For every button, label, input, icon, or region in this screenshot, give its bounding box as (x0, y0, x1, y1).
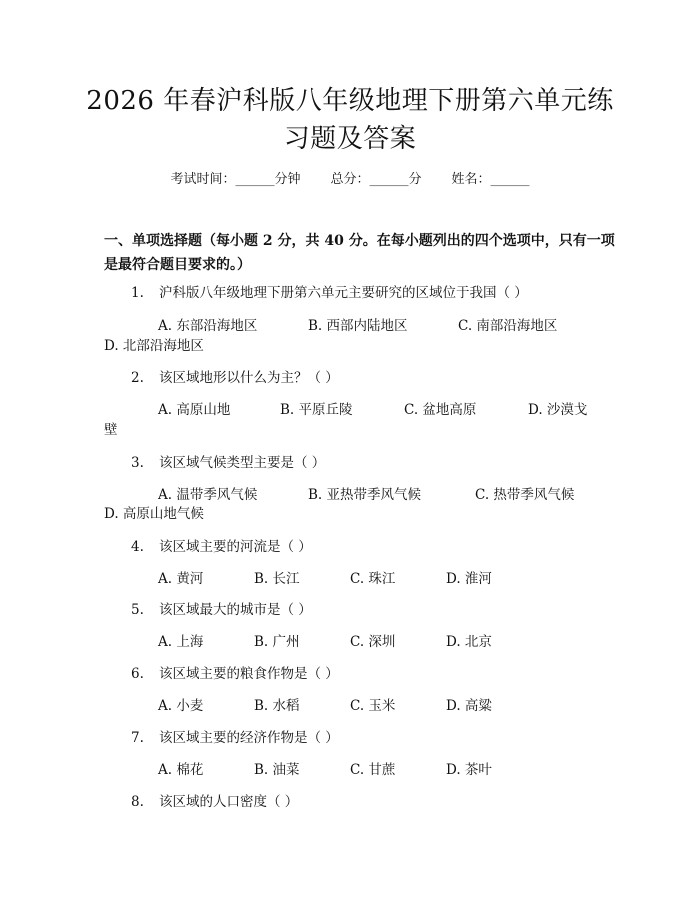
option-a: A. 棉花 (158, 762, 204, 778)
option-d: D. 茶叶 (446, 762, 492, 778)
option-c: C. 盆地高原 (404, 402, 477, 418)
question-number: 8. (131, 794, 144, 810)
option-d: D. 淮河 (446, 571, 492, 587)
question-number: 4. (131, 539, 144, 555)
question-number: 6. (131, 666, 144, 682)
option-b: B. 水稻 (254, 698, 300, 714)
exam-meta (0, 168, 700, 187)
option-c: C. 玉米 (350, 698, 396, 714)
question-8 (131, 790, 298, 810)
option-c: C. 甘蔗 (350, 762, 396, 778)
question-text: 沪科版八年级地理下册第六单元主要研究的区域位于我国（ ） (159, 285, 528, 301)
question-text: 该区域最大的城市是（ ） (159, 602, 312, 618)
question-3 (131, 451, 325, 471)
option-d: D. 北京 (446, 634, 492, 650)
option-b: B. 西部内陆地区 (308, 318, 408, 334)
question-6 (131, 662, 339, 682)
section-heading-line-2: 是最符合题目要求的。） (104, 257, 251, 273)
page-title-line-2: 习题及答案 (283, 124, 417, 154)
option-a: A. 小麦 (158, 698, 204, 714)
question-2 (131, 366, 339, 386)
option-a: A. 上海 (158, 634, 204, 650)
option-c: C. 热带季风气候 (475, 487, 575, 503)
question-1 (131, 281, 528, 301)
option-d: D. 高粱 (446, 698, 492, 714)
question-number: 2. (131, 370, 144, 386)
question-text: 该区域主要的经济作物是（ ） (159, 730, 339, 746)
question-5 (131, 598, 312, 618)
option-d: D. 沙漠戈 (528, 402, 588, 418)
question-text: 该区域气候类型主要是（ ） (159, 455, 326, 471)
question-3-option-d: D. 高原山地气候 (104, 506, 204, 522)
option-a: A. 温带季风气候 (158, 487, 258, 503)
question-text: 该区域地形以什么为主？（ ） (159, 370, 339, 386)
option-b: B. 油菜 (254, 762, 300, 778)
option-c: C. 南部沿海地区 (458, 318, 558, 334)
section-heading (104, 229, 615, 277)
section-heading-line-1: 一、单项选择题（每小题 2 分，共 40 分。在每小题列出的四个选项中，只有一项 (104, 233, 615, 249)
option-b: B. 亚热带季风气候 (308, 487, 422, 503)
question-number: 3. (131, 455, 144, 471)
question-1-option-d: D. 北部沿海地区 (104, 338, 204, 354)
question-2-option-d-wrap: 壁 (104, 422, 118, 438)
option-c: C. 珠江 (350, 571, 396, 587)
name-label: 姓名：______ (451, 172, 530, 187)
question-number: 5. (131, 602, 144, 618)
question-4 (131, 535, 312, 555)
question-text: 该区域主要的河流是（ ） (159, 539, 312, 555)
total-score-label: 总分：______分 (330, 172, 422, 187)
exam-time-label: 考试时间：______分钟 (170, 172, 301, 187)
option-b: B. 长江 (254, 571, 300, 587)
option-c: C. 深圳 (350, 634, 396, 650)
question-number: 7. (131, 730, 144, 746)
option-b: B. 平原丘陵 (280, 402, 353, 418)
question-text: 该区域主要的粮食作物是（ ） (159, 666, 339, 682)
question-text: 该区域的人口密度（ ） (159, 794, 299, 810)
page-title-line-1: 2026 年春沪科版八年级地理下册第六单元练 (86, 86, 614, 116)
question-7 (131, 726, 339, 746)
option-a: A. 黄河 (158, 571, 204, 587)
option-a: A. 高原山地 (158, 402, 231, 418)
option-b: B. 广州 (254, 634, 300, 650)
question-number: 1. (131, 285, 144, 301)
option-a: A. 东部沿海地区 (158, 318, 258, 334)
